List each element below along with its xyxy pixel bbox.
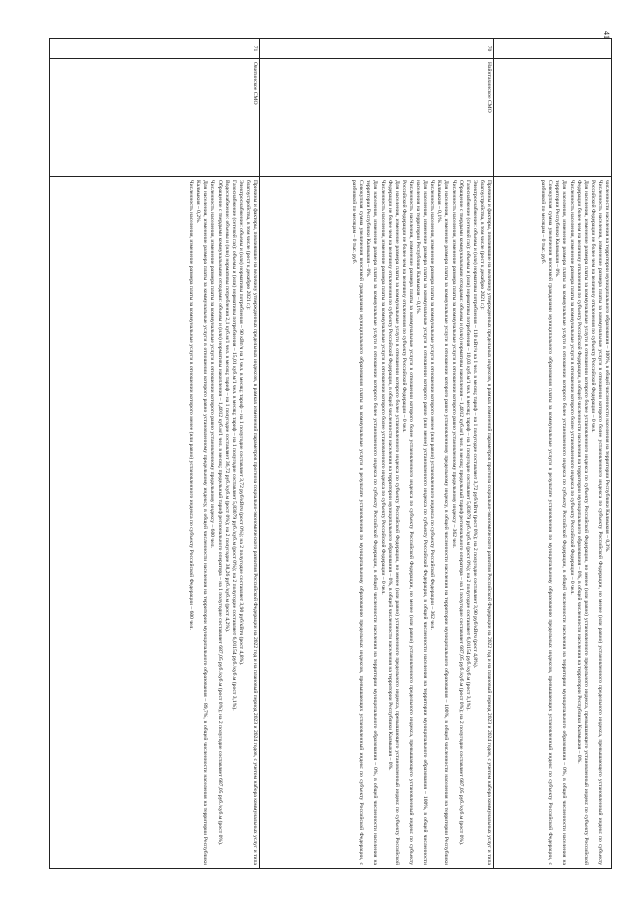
description-paragraph: Численность населения, изменение размера платы за коммунальные услуги в отношении которого более установленного индекса по субъекту Российской Федерации – 0 чел. <box>379 180 386 595</box>
description-paragraph: Обращение с твердыми коммунальными отходами: объемы и (или) нормативы накопления – 1,4012 куб.м/1 чел. в месяц; предельный тариф регионального оператора – на 1 полугодие составляет 687,05 руб./куб.м (рост 0%); на 2 полугодие составляет 687,05 руб./куб.м (рост 0%). <box>457 180 464 846</box>
description-paragraph: Для населения, изменение размера платы за коммунальные услуги в отношении которого равно (или менее) установленного индекса по субъекту Российской Федерации, в общей численности населения на территории муниципального образования – 100%, в общей численности населения на территории Республики Калмыкия – 0,1%. <box>415 180 429 865</box>
description-paragraph: Численность населения, изменение размера платы за коммунальные услуги в отношении которого более установленного индекса по субъекту Российской Федерации, но менее (или равно) установленного предельного индекса, превышающего установленный индекс по субъекту Российской Федерации не более чем на величину отклонения по субъекту Российской Федерации – 0 чел. <box>400 180 414 865</box>
rotated-table-area <box>40 38 612 868</box>
description-paragraph: Численность населения, изменение размера платы за коммунальные услуги в отношении которого более установленного индекса по субъекту Российской Федерации – 0 чел. <box>568 180 575 595</box>
description-paragraph: Численность населения, изменение размера платы за коммунальные услуги в отношении которого менее (или равно) установленного индекса по субъекту Российской Федерации – 600 чел. <box>188 180 195 630</box>
description-paragraph: Для населения, изменение размера платы за коммунальные услуги в отношении которого более установленного индекса по субъекту Российской Федерации, но менее (или равно) установленного предельного индекса, превышающего установленный индекс по субъекту Российской Федерации не более чем на величину отклонения по субъекту Российской Федерации, в общей численности населения на территории муниципального образования – 0%, в общей численности населения на территории Республики Калмыкия – 0%. <box>386 180 400 865</box>
municipality-name: Найнтахинское СМО <box>260 59 494 177</box>
row-description <box>260 177 494 869</box>
description-paragraph: Для населения, изменение размера платы за коммунальные услуги в отношении которого равно установленному предельному индексу, в общей численности населения на территории муниципального образования – 89,7%, в общей численности населения на территории Республики Калмыкия – 0,2%. <box>195 180 209 865</box>
description-paragraph: Электроснабжение: объемы и (или) нормативы потребления – 90 кВт/ч на 1 чел. в месяц; тариф – на 1 полугодие составляет 3,72 руб/кВтч (рост 0%); на 2 полугодие составляет 3,90 руб/кВтч (рост 4,8%). <box>237 180 244 666</box>
row-description <box>50 177 260 869</box>
row-number <box>494 39 612 59</box>
description-paragraph: Газоснабжение (сетевой газ): объемы и (или) нормативы потребления – 15,01 куб.м/1 чел. в месяц; тариф – на 1 полугодие составляет 5,83079 руб./куб.м (рост 0%); на 2 полугодие составляет 6,01154 руб./куб.м (рост 3,1%). <box>230 180 237 711</box>
description-paragraph: Совокупная сумма увеличения вносимой гражданами муниципального образования платы за коммунальные услуги в результате установления по муниципальному образованию предельных индексов, превышающих установленный индекс по субъекту Российской Федерации, с разбивкой по месяцам – 0 тыс. руб. <box>540 180 554 865</box>
description-paragraph: Причины и факторы, повлиявшие на величину утвержденных предельных индексов, в рамках изменений параметров прогноза социально-экономического развития Российской Федерации на 2022 год и на плановый период 2023 и 2024 годов, с учетом набора коммунальных услуг и типа благоустройства, в том числе (рост к декабрю 2021 г.): <box>478 180 492 865</box>
description-paragraph: численности населения на территории муниципального образования – 100%, в общей численности населения на территории Республики Калмыкия – 0,3%. <box>604 180 610 553</box>
description-paragraph: Численность населения, изменение размера платы за коммунальные услуги в отношении которого равно установленному предельному индексу – 600 чел. <box>209 180 216 548</box>
municipality-name: Овитинское СМО <box>50 59 260 177</box>
description-paragraph: Для населения, изменение размера платы за коммунальные услуги в отношении которого более установленного индекса по субъекту Российской Федерации, но менее (или равно) установленного предельного индекса, превышающего установленный индекс по субъекту Российской Федерации более чем на величину отклонения по субъекту Российской Федерации, в общей численности населения на территории муниципального образования – 0%, в общей численности населения на территории Республики Калмыкия – 0%. <box>575 180 589 865</box>
description-paragraph: Электроснабжение: объемы и (или) нормативы потребления – 110 кВт/ч на 1 чел. в месяц; тариф – на 1 полугодие составляет 3,72 руб/кВтч (рост 0%); на 2 полугодие составляет 3,90 руб/кВтч (рост 4,8%). <box>471 180 478 669</box>
description-paragraph: Причины и факторы, повлиявшие на величину утвержденных предельных индексов, в рамках изменений параметров прогноза социально-экономического развития Российской Федерации на 2022 год и на плановый период 2023 и 2024 годов, с учетом набора коммунальных услуг и типа благоустройства, в том числе (рост к декабрю 2021 г.): <box>244 180 258 865</box>
table-body <box>50 39 612 869</box>
indices-table <box>49 38 612 869</box>
table-row <box>50 39 260 869</box>
table-row <box>494 39 612 869</box>
description-paragraph: Для населения, изменение размера платы за коммунальные услуги в отношении которого более установленного индекса по субъекту Российской Федерации, в общей численности населения на территории муниципального образования – 0%, в общей численности населения на территории Республики Калмыкия – 0%. <box>554 180 568 865</box>
description-paragraph: Численность населения, изменение размера платы за коммунальные услуги в отношении которого более установленного индекса по субъекту Российской Федерации, но менее (или равно) установленного предельного индекса, превышающего установленный индекс по субъекту Российской Федерации не более чем на величину отклонения по субъекту Российской Федерации – 0 чел. <box>589 180 603 865</box>
description-paragraph: Газоснабжение (сетевой газ): объемы и (или) нормативы потребления – 10,03 куб.м/1 чел. в месяц; тариф – на 1 полугодие составляет 5,83079 руб./куб.м (рост 0%); на 2 полугодие составляет 6,01154 руб./куб.м (рост 3,1%). <box>464 180 471 711</box>
description-paragraph: Совокупная сумма увеличения вносимой гражданами муниципального образования платы за коммунальные услуги в результате установления по муниципальному образованию предельных индексов, превышающих установленный индекс по субъекту Российской Федерации, с разбивкой по месяцам – 0 тыс. руб. <box>351 180 365 865</box>
page-number: 41 <box>602 31 611 39</box>
table-row <box>260 39 494 869</box>
description-paragraph: Обращение с твердыми коммунальными отходами: объемы и (или) нормативы накопления – 1,4012 куб.м/1 чел. в месяц; предельный тариф регионального оператора – на 1 полугодие составляет 687,05 руб./куб.м (рост 0%); на 2 полугодие составляет 687,05 руб./куб.м (рост 0%). <box>216 180 223 846</box>
row-number: 70 <box>260 39 494 59</box>
row-number: 71 <box>50 39 260 59</box>
row-description <box>494 177 612 869</box>
description-paragraph: Численность населения, изменение размера платы за коммунальные услуги в отношении которого равно установленному предельному индексу – 362 чел. <box>450 180 457 548</box>
description-paragraph: Для населения, изменение размера платы за коммунальные услуги в отношении которого более установленного индекса по субъекту Российской Федерации, в общей численности населения на территории муниципального образования – 0%, в общей численности населения на территории Республики Калмыкия – 0%. <box>365 180 379 865</box>
description-paragraph: Численность населения, изменение размера платы за коммунальные услуги в отношении которого менее (или равно) установленного индекса по субъекту Российской Федерации – 362 чел. <box>429 180 436 630</box>
description-paragraph: Для населения, изменение размера платы за коммунальные услуги в отношении которого равно установленному предельному индексу, в общей численности населения на территории муниципального образования – 100%, в общей численности населения на территории Республики Калмыкия – 0,1%. <box>436 180 450 865</box>
description-paragraph: Водоснабжение: объемы и (или) нормативы потребления 2,1 куб.м/1 чел. в месяц; тариф – на 1 полугодие составляет 36,72 руб./куб.м (рост 0%); на 2 полугодие 38,26 руб./куб.м (рост 4,2%). <box>223 180 230 633</box>
municipality-name <box>494 59 612 177</box>
